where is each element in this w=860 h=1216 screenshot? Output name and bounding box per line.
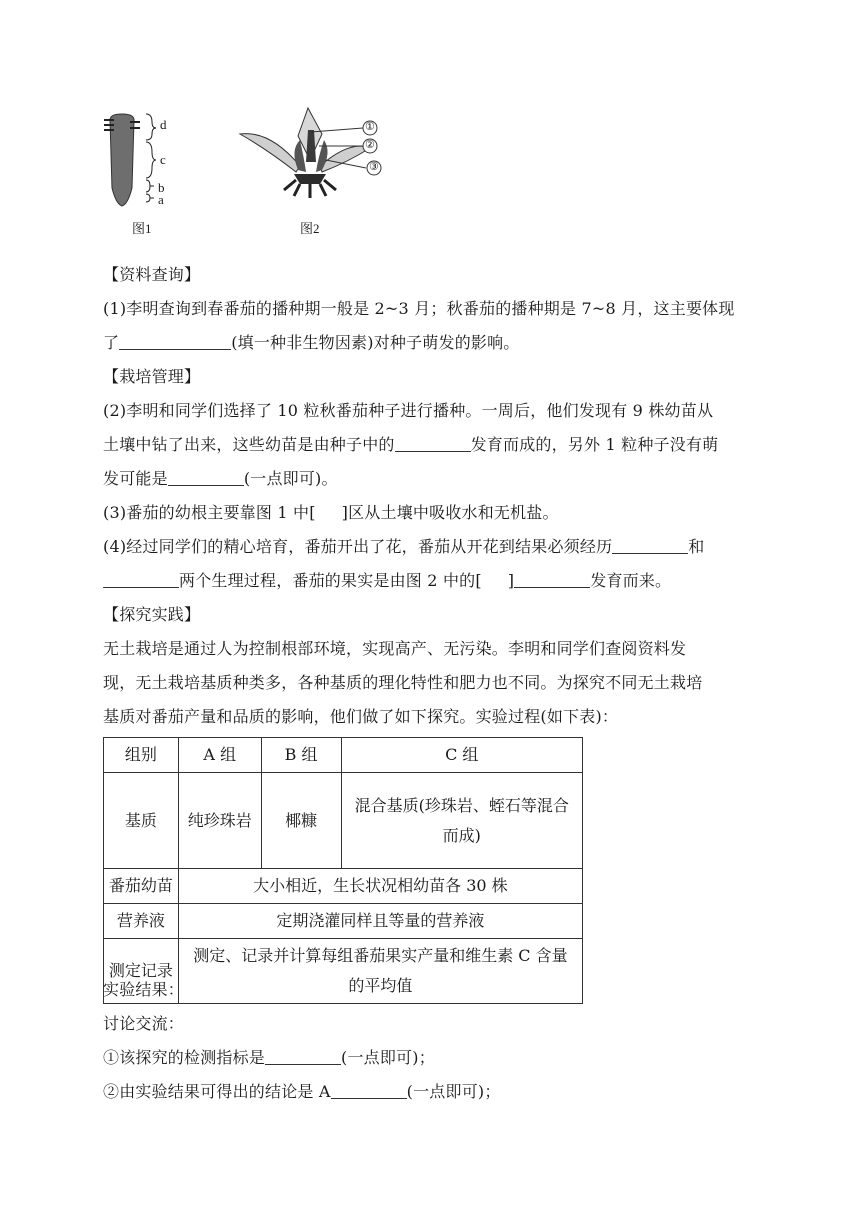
figures-area — [100, 100, 400, 240]
zone-label-a: a — [158, 192, 164, 207]
intro-line-1: 无土栽培是通过人为控制根部环境，实现高产、无污染。李明和同学们查阅资料发 — [103, 639, 687, 658]
part-label-2: ② — [365, 139, 375, 151]
row-label-seedlings: 番茄幼苗 — [104, 869, 179, 904]
answer-blank-q4c[interactable] — [514, 567, 590, 588]
discussion-heading: 讨论交流： — [103, 1014, 185, 1033]
question-content — [103, 258, 763, 734]
discussion-2 — [103, 1075, 763, 1109]
header-group: 组别 — [104, 738, 179, 773]
q2-line3-pre: 发可能是 — [103, 469, 168, 488]
answer-blank-d2[interactable] — [331, 1078, 407, 1099]
flower-figure — [240, 108, 381, 198]
discussion-section — [103, 973, 763, 1109]
zone-label-c: c — [160, 152, 166, 167]
question-4-line-2 — [103, 564, 763, 598]
header-group-a: A 组 — [178, 738, 261, 773]
q4-line1-post: 和 — [688, 537, 705, 556]
q4-line2-post: 发育而来。 — [590, 571, 672, 590]
seedlings-value: 大小相近，生长状况相幼苗各 30 株 — [178, 869, 582, 904]
table-row-substrate — [104, 773, 583, 869]
root-tip-figure — [104, 114, 156, 206]
question-3 — [103, 496, 763, 530]
zone-label-d: d — [160, 117, 167, 132]
q3-pre: (3)番茄的幼根主要靠图 1 中[ — [103, 503, 316, 522]
header-group-c: C 组 — [341, 738, 582, 773]
table-row-nutrient — [104, 904, 583, 939]
intro-line-2: 现，无土栽培基质种类多，各种基质的理化特性和肥力也不同。为探究不同无土栽培 — [103, 673, 703, 692]
question-1-line-2 — [103, 326, 763, 360]
q4-line2-bracket-close: ] — [507, 571, 515, 590]
q2-line2-pre: 土壤中钻了出来，这些幼苗是由种子中的 — [103, 435, 395, 454]
fig1-caption: 图1 — [132, 221, 152, 236]
answer-blank-q2b[interactable] — [168, 465, 244, 486]
q2-line2-post: 发育而成的，另外 1 粒种子没有萌 — [470, 435, 719, 454]
q2-line3-post: (一点即可)。 — [243, 469, 338, 488]
d1-pre: ①该探究的检测指标是 — [103, 1048, 266, 1067]
table-row-seedlings — [104, 869, 583, 904]
substrate-c-line-2: 而成) — [442, 825, 481, 845]
intro-line-3: 基质对番茄产量和品质的影响，他们做了如下探究。实验过程(如下表)： — [103, 707, 619, 726]
substrate-a: 纯珍珠岩 — [178, 773, 261, 869]
question-1-line-1: (1)李明查询到春番茄的播种期一般是 2~3 月；秋番茄的播种期是 7~8 月，这主要体现 — [103, 299, 735, 318]
header-group-b: B 组 — [261, 738, 341, 773]
substrate-b: 椰糠 — [261, 773, 341, 869]
result-heading: 实验结果： — [103, 980, 185, 999]
row-label-nutrient: 营养液 — [104, 904, 179, 939]
answer-blank-q1[interactable] — [119, 329, 231, 350]
question-2-line-1: (2)李明和同学们选择了 10 粒秋番茄种子进行播种。一周后，他们发现有 9 株幼苗从 — [103, 401, 714, 420]
row-label-measurement: 测定记录 — [104, 939, 179, 1004]
section-heading-cultivation: 【栽培管理】 — [103, 367, 201, 386]
fig2-caption: 图2 — [300, 221, 320, 236]
question-2-line-2 — [103, 428, 763, 462]
discussion-1 — [103, 1041, 763, 1075]
experiment-table — [103, 737, 583, 1004]
question-2-line-3 — [103, 462, 763, 496]
answer-blank-q4a[interactable] — [612, 533, 688, 554]
q3-post: ]区从土壤中吸收水和无机盐。 — [341, 503, 559, 522]
q1-post: (填一种非生物因素)对种子萌发的影响。 — [231, 333, 520, 352]
answer-blank-q2a[interactable] — [395, 431, 471, 452]
row-label-substrate: 基质 — [104, 773, 179, 869]
part-label-3: ③ — [369, 161, 379, 173]
section-heading-data-query: 【资料查询】 — [103, 265, 201, 284]
d2-pre: ②由实验结果可得出的结论是 A — [103, 1082, 331, 1101]
table-header-row — [104, 738, 583, 773]
substrate-c — [341, 773, 582, 869]
nutrient-value: 定期浇灌同样且等量的营养液 — [178, 904, 582, 939]
q1-pre: 了 — [103, 333, 120, 352]
part-label-1: ① — [365, 121, 375, 133]
question-4-line-1 — [103, 530, 763, 564]
d2-post: (一点即可)； — [406, 1082, 501, 1101]
measurement-line-2: 的平均值 — [348, 976, 413, 995]
d1-post: (一点即可)； — [341, 1048, 435, 1067]
measurement-line-1: 测定、记录并计算每组番茄果实产量和维生素 C 含量 — [193, 946, 568, 965]
answer-blank-q4b[interactable] — [103, 567, 179, 588]
q4-line2-mid: 两个生理过程，番茄的果实是由图 2 中的[ — [179, 571, 482, 590]
q4-line1-pre: (4)经过同学们的精心培育，番茄开出了花，番茄从开花到结果必须经历 — [103, 537, 613, 556]
substrate-c-line-1: 混合基质(珍珠岩、蛭石等混合 — [354, 795, 569, 815]
section-heading-practice: 【探究实践】 — [103, 605, 201, 624]
answer-blank-d1[interactable] — [265, 1044, 341, 1065]
zone-label-b: b — [158, 180, 165, 195]
